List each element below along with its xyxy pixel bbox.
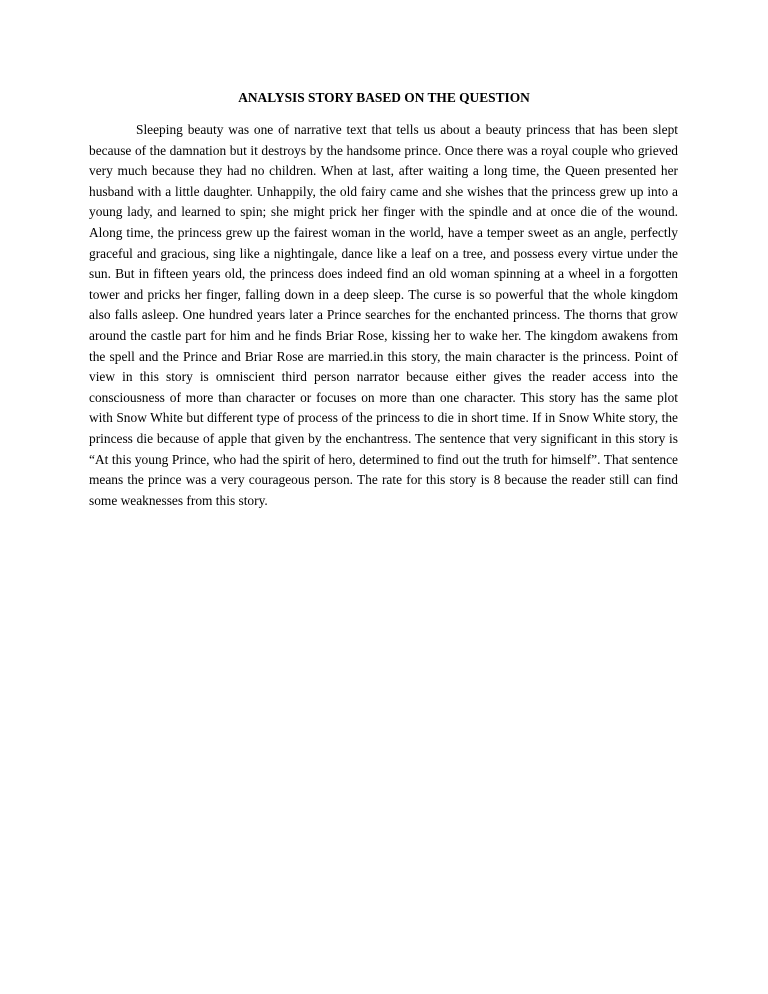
document-title: ANALYSIS STORY BASED ON THE QUESTION: [238, 90, 530, 105]
body-paragraph: Sleeping beauty was one of narrative text that tells us about a beauty princess that has been slept because of the damnation but it destroys by the handsome prince. Once there was a royal couple who grieved very much because they had no children. When at last, after waiting a long time, the Queen presented her husband with a little daughter. Unhappily, the old fairy came and she wishes that the princess grew up into a young lady, and learned to spin; she might prick her finger with the spindle and at once die of the wound. Along time, the princess grew up the fairest woman in the world, have a temper sweet as an angle, perfectly graceful and gracious, sing like a nightingale, dance like a leaf on a tree, and possess every virtue under the sun. But in fifteen years old, the princess does indeed find an old woman spinning at a wheel in a forgotten tower and pricks her finger, falling down in a deep sleep. The curse is so powerful that the whole kingdom also falls asleep. One hundred years later a Prince searches for the enchanted princess. The thorns that grow around the castle part for him and he finds Briar Rose, kissing her to wake her. The kingdom awakens from the spell and the Prince and Briar Rose are married.in this story, the main character is the princess. Point of view in this story is omniscient third person narrator because either gives the reader access into the consciousness of more than character or focuses on more than one character. This story has the same plot with Snow White but different type of process of the princess to die in short time. If in Snow White story, the princess die because of apple that given by the enchantress. The sentence that very significant in this story is “At this young Prince, who had the spirit of hero, determined to find out the truth for himself”. That sentence means the prince was a very courageous person. The rate for this story is 8 because the reader still can find some weaknesses from this story.: [89, 122, 678, 508]
